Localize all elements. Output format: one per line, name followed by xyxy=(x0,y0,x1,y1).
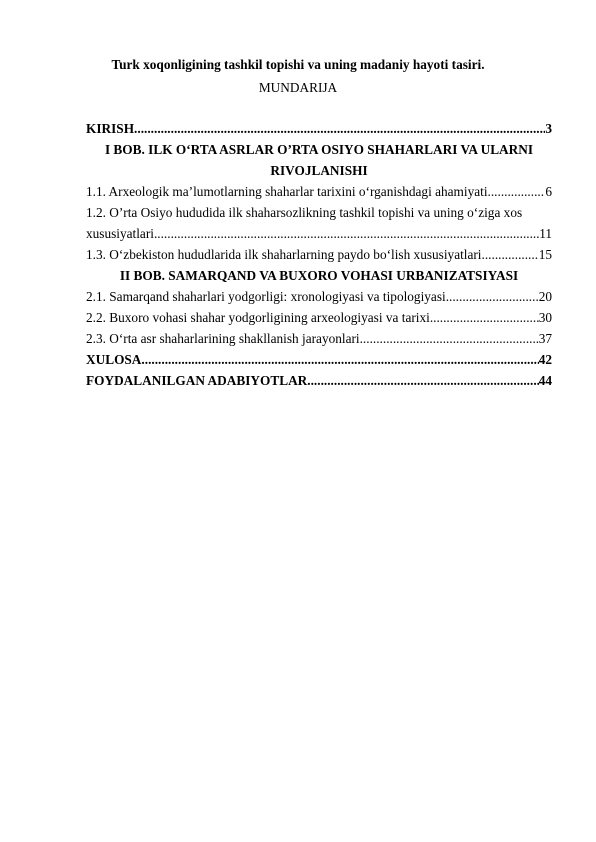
chapter-2-heading[interactable]: II BOB. SAMARQAND VA BUXORO VOHASI URBANIZATSIYASI xyxy=(119,268,519,283)
toc-page-number: 15 xyxy=(538,247,552,262)
toc-entry-label: XULOSA xyxy=(86,352,142,367)
dot-leader xyxy=(134,118,545,139)
toc-entry-1-2-line1[interactable]: 1.2. O’rta Osiyo hududida ilk shaharsozlikning tashkil topishi va uning o‘ziga xos xyxy=(86,205,523,220)
dot-leader xyxy=(430,307,539,328)
toc-caption: MUNDARIJA xyxy=(258,80,338,95)
toc-page-number: 11 xyxy=(539,226,552,241)
toc-entry-2-1[interactable] xyxy=(86,286,552,307)
toc-entry-2-3[interactable] xyxy=(86,328,552,349)
table-of-contents xyxy=(86,118,552,391)
toc-entry-1-2[interactable] xyxy=(86,223,552,244)
chapter-1-heading-continued[interactable]: RIVOJLANISHI xyxy=(270,163,368,178)
toc-entry-1-3[interactable] xyxy=(86,244,552,265)
toc-entry-label: xususiyatlari xyxy=(86,226,154,241)
toc-page-number: 20 xyxy=(538,289,552,304)
chapter-1-heading[interactable]: I BOB. ILK O‘RTA ASRLAR O’RTA OSIYO SHAHARLARI VA ULARNI xyxy=(104,142,534,157)
dot-leader xyxy=(141,349,538,370)
toc-entry-label: 2.1. Samarqand shaharlari yodgorligi: xronologiyasi va tipologiyasi xyxy=(86,289,446,304)
dot-leader xyxy=(488,181,546,202)
toc-entry-references[interactable] xyxy=(86,370,552,391)
toc-page-number: 6 xyxy=(545,184,552,199)
dot-leader xyxy=(307,370,538,391)
toc-entry-intro[interactable] xyxy=(86,118,552,139)
toc-page-number: 42 xyxy=(538,352,552,367)
toc-entry-label: 2.2. Buxoro vohasi shahar yodgorligining arxeologiyasi va tarixi xyxy=(86,310,430,325)
toc-entry-conclusion[interactable] xyxy=(86,349,552,370)
toc-entry-label: 1.3. O‘zbekiston hududlarida ilk shaharlarning paydo bo‘lish xususiyatlari xyxy=(86,247,482,262)
toc-entry-1-1[interactable] xyxy=(86,181,552,202)
document-title: Turk xoqonligining tashkil topishi va uning madaniy hayoti tasiri. xyxy=(111,57,485,72)
toc-entry-label: 2.3. O‘rta asr shaharlarining shakllanish jarayonlari xyxy=(86,331,360,346)
toc-entry-label: 1.1. Arxeologik ma’lumotlarning shaharlar tarixini o‘rganishdagi ahamiyati xyxy=(86,184,488,199)
toc-entry-label: KIRISH xyxy=(86,121,135,136)
toc-page-number: 3 xyxy=(545,121,552,136)
toc-page-number: 44 xyxy=(538,373,552,388)
toc-page-number: 30 xyxy=(538,310,552,325)
dot-leader xyxy=(446,286,539,307)
toc-entry-label: FOYDALANILGAN ADABIYOTLAR xyxy=(86,373,308,388)
dot-leader xyxy=(482,244,539,265)
dot-leader xyxy=(154,223,539,244)
dot-leader xyxy=(360,328,539,349)
toc-page-number: 37 xyxy=(538,331,552,346)
toc-entry-2-2[interactable] xyxy=(86,307,552,328)
